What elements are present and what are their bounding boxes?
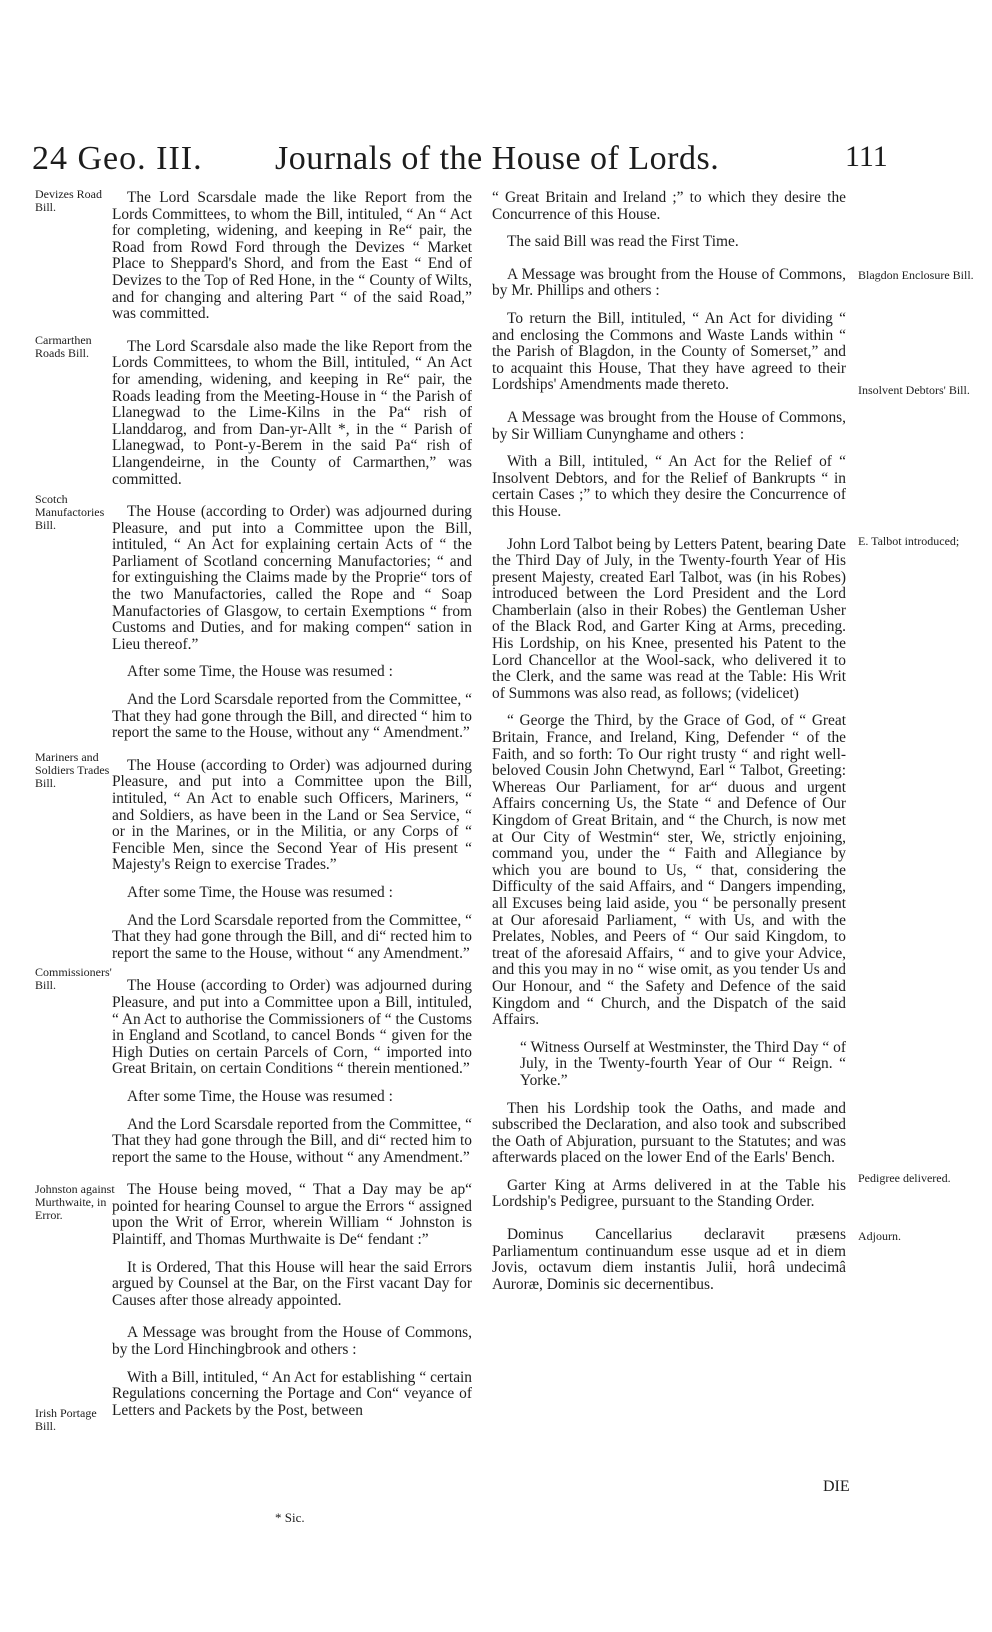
- page-header: [0, 0, 992, 185]
- right-column: [492, 190, 846, 1304]
- paragraph: Garter King at Arms delivered in at the Table his Lordship's Pedigree, pursuant to the Standing Order.: [492, 1176, 846, 1211]
- margin-note-talbot: E. Talbot introduced;: [858, 534, 960, 548]
- paragraph: And the Lord Scarsdale reported from the Committee, “ That they had gone through the Bill, and di“ rected him to report the same to the House, without “ any Amendment.”: [112, 1115, 472, 1166]
- paragraph: After some Time, the House was resumed :: [127, 1087, 393, 1105]
- margin-note-blagdon: Blagdon Enclosure Bill.: [858, 268, 974, 282]
- paragraph: A Message was brought from the House of Commons, by Sir William Cunynghame and others :: [492, 408, 846, 443]
- margin-note-johnston: Johnston against Murthwaite, in Error.: [35, 1182, 115, 1222]
- paragraph: After some Time, the House was resumed :: [127, 663, 393, 681]
- journal-title: Journals of the House of Lords.: [275, 140, 720, 177]
- left-column: [112, 190, 472, 1430]
- paragraph: With a Bill, intituled, “ An Act for the Relief of “ Insolvent Debtors, and for the Relief of Bankrupts “ in certain Cases ;” to which they desire the Concurrence of this House.: [492, 453, 846, 520]
- paragraph: The House (according to Order) was adjourned during Pleasure, and put into a Committee upon the Bill, intituled, “ An Act to enable such Officers, Mariners, “ and Soldiers, as have been in the Land or Sea Service, “ or in the Marines, or in the Militia, or any Corps of “ Fencible Men, since the Second Year of His present “ Majesty's Reign to exercise Trades.”: [112, 756, 472, 874]
- margin-note-devizes: Devizes Road Bill.: [35, 187, 102, 214]
- margin-note-commissioners: Commissioners' Bill.: [35, 965, 112, 992]
- margin-note-irish: Irish Portage Bill.: [35, 1406, 97, 1433]
- paragraph: The Lord Scarsdale also made the like Report from the Lords Committees, to whom the Bill, intituled, “ An Act for amending, widening, and keeping in Re“ pair, the Roads leading from the Meeting-House in “ the Parish of Llanegwad to the Lime-Kilns in the Pa“ rish of Llanddarog, and from Dan-yr-Allt *, in the “ Parish of Llanegwad, to Pont-y-Berem in the said Pa“ rish of Llangendeirne, in the County of Carmarthen,” was committed.: [112, 337, 472, 488]
- paragraph: The said Bill was read the First Time.: [507, 233, 739, 251]
- paragraph: And the Lord Scarsdale reported from the Committee, “ That they had gone through the Bill, and directed “ him to report the same to the House, without any “ Amendment.”: [112, 691, 472, 742]
- margin-note-carmarthen: Carmarthen Roads Bill.: [35, 333, 92, 360]
- paragraph: “ Witness Ourself at Westminster, the Third Day “ of July, in the Twenty-fourth Year of Our “ Reign. “ Yorke.”: [520, 1038, 846, 1089]
- margin-note-adjourn: Adjourn.: [858, 1229, 901, 1243]
- paragraph: The House (according to Order) was adjourned during Pleasure, and put into a Committee upon a Bill, intituled, “ An Act to authorise the Commissioners of “ the Customs in England and Scotland, to cancel Bonds “ given for the High Duties on certain Parcels of Corn, “ imported into Great Britain, on certain Conditions “ therein mentioned.”: [112, 977, 472, 1078]
- paragraph: With a Bill, intituled, “ An Act for establishing “ certain Regulations concerning the Portage and Con“ veyance of Letters and Packets by the Post, between: [112, 1368, 472, 1419]
- paragraph: To return the Bill, intituled, “ An Act for dividing “ and enclosing the Commons and Waste Lands within “ the Parish of Blagdon, in the County of Somerset,” and to acquaint this House, That they have agreed to their Lordships' Amendments made thereto.: [492, 309, 846, 394]
- catchword: DIE: [823, 1478, 850, 1495]
- paragraph: It is Ordered, That this House will hear the said Errors argued by Counsel at the Bar, on the First vacant Day for Causes after those already appointed.: [112, 1258, 472, 1309]
- paragraph: After some Time, the House was resumed :: [127, 883, 393, 901]
- page-number: 111: [845, 140, 888, 173]
- paragraph: “ Great Britain and Ireland ;” to which they desire the Concurrence of this House.: [492, 189, 846, 223]
- volume-label: 24 Geo. III.: [32, 140, 203, 177]
- paragraph: The Lord Scarsdale made the like Report from the Lords Committees, to whom the Bill, intituled, “ An “ Act for completing, widening, and keeping in Re“ pair, the Road from Rowd Ford through the Devizes “ Market Place to Sheppard's Shord, and from the East “ End of Devizes to the Top of Red Hone, in the “ County of Wilts, and for changing and altering Part “ of the said Road,” was committed.: [112, 189, 472, 323]
- margin-note-pedigree: Pedigree delivered.: [858, 1171, 951, 1185]
- paragraph: John Lord Talbot being by Letters Patent, bearing Date the Third Day of July, in the Twenty-fourth Year of His present Majesty, created Earl Talbot, was (in his Robes) introduced between the Lord President and the Lord Chamberlain (also in their Robes) the Gentleman Usher of the Black Rod, and Garter King at Arms, preceding. His Lordship, on his Knee, presented his Patent to the Lord Chancellor at the Wool-sack, who delivered it to the Clerk, and the same was read at the Table: His Writ of Summons was also read, as follows; (videlicet): [492, 535, 846, 702]
- paragraph: A Message was brought from the House of Commons, by the Lord Hinchingbrook and others :: [112, 1324, 472, 1359]
- margin-note-mariners: Mariners and Soldiers Trades Bill.: [35, 750, 110, 790]
- paragraph: The House being moved, “ That a Day may be ap“ pointed for hearing Counsel to argue the Errors “ assigned upon the Writ of Error, wherein William “ Johnston is Plaintiff, and Thomas Murthwaite is De“ fendant :”: [112, 1181, 472, 1249]
- paragraph: A Message was brought from the House of Commons, by Mr. Phillips and others :: [492, 265, 846, 300]
- margin-note-insolvent: Insolvent Debtors' Bill.: [858, 383, 970, 397]
- paragraph: The House (according to Order) was adjourned during Pleasure, and put into a Committee upon the Bill, intituled, “ An Act for explaining certain Acts of “ the Parliament of Scotland concerning Manufactories; “ and for extinguishing the Claims made by the Proprie“ tors of the two Manufactories, called the Rope and “ Soap Manufactories of Glasgow, to certain Exemptions “ from Customs and Duties, and for making compen“ sation in Lieu thereof.”: [112, 503, 472, 653]
- paragraph: “ George the Third, by the Grace of God, of “ Great Britain, France, and Ireland, King, Defender “ of the Faith, and so forth: To Our right trusty “ and right well-beloved Cousin John Chetwynd, Earl “ Talbot, Greeting: Whereas Our Parliament, for ar“ duous and urgent Affairs concerning Us, the State “ and Defence of Our Kingdom of Great Britain, and “ the Church, is now met at Our City of Westmin“ ster, We, strictly enjoining, command you, under the “ Faith and Allegiance by which you are bound to Us, “ that, considering the Difficulty of the said Affairs, and “ Dangers impending, all Excuses being laid aside, you “ be personally present at Our aforesaid Parliament, “ with Us, and with the Prelates, Nobles, and Peers of “ Our said Kingdom, to treat of the aforesaid Affairs, “ and to give your Advice, and this you may in no “ wise omit, as you tender Us and Our Honour, and “ the Safety and Defence of the said Kingdom and “ Church, and the Dispatch of the said Affairs.: [492, 712, 846, 1029]
- paragraph: Dominus Cancellarius declaravit præsens Parliamentum continuandum esse usque ad et in diem Jovis, octavum diem instantis Julii, horâ undecimâ Auroræ, Dominis sic decernentibus.: [492, 1226, 846, 1293]
- footnote: * Sic.: [275, 1510, 305, 1525]
- margin-note-scotch: Scotch Manufactories Bill.: [35, 492, 105, 532]
- paragraph: And the Lord Scarsdale reported from the Committee, “ That they had gone through the Bill, and di“ rected him to report the same to the House, without “ any Amendment.”: [112, 911, 472, 962]
- paragraph: Then his Lordship took the Oaths, and made and subscribed the Declaration, and also took and subscribed the Oath of Abjuration, pursuant to the Statutes; and was afterwards placed on the lower End of the Earls' Bench.: [492, 1099, 846, 1167]
